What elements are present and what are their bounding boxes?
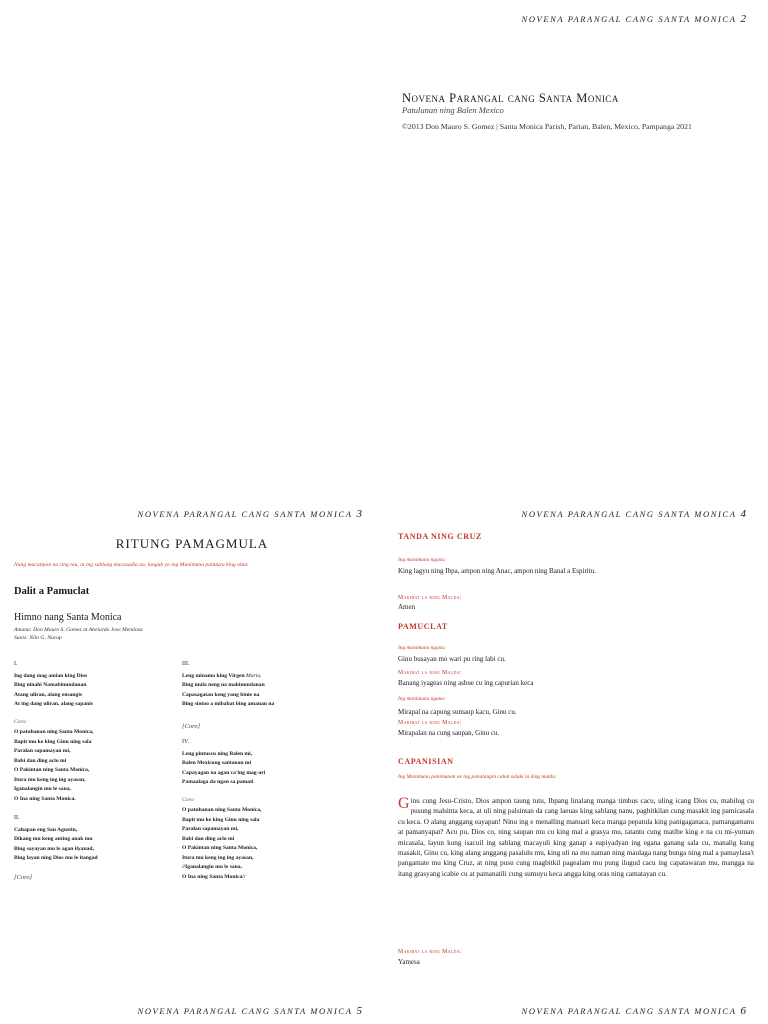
running-head-text: NOVENA PARANGAL CANG SANTA MONICA [521, 509, 737, 519]
coro-line: Paralan sapamayan mi, [182, 826, 239, 832]
verse-line: Cahapan eng San Agustin, [14, 826, 78, 833]
capanisian-prayer [398, 796, 754, 879]
coro-label: Coro: [14, 718, 28, 725]
rubric-note: Nung macatipon na ring tau, at ing sablang macasadia na, lungub ya ing Manimuna paintura king altar. [14, 562, 249, 568]
rubric-makibat: Makibat la ring Malda: [398, 670, 462, 676]
verse-line [182, 672, 350, 682]
running-head [522, 13, 746, 25]
section-heading-cruz: TANDA NING CRUZ [398, 532, 482, 541]
verse-number: I. [14, 661, 18, 667]
response-line: Banang iyageas ning asbue cu ing capurian keca [398, 679, 534, 687]
coro-line: Ilapit mu ke king Ginu ning sala [182, 816, 260, 823]
coro-label: Coro: [182, 796, 196, 803]
hymn-column-left [14, 660, 182, 882]
running-head-text: NOVENA PARANGAL CANG SANTA MONICA [137, 1006, 353, 1016]
coro-line: Itura mu keng ing ing ayasan, [14, 776, 86, 783]
hymn-title: Himno nang Santa Monica [14, 612, 122, 623]
verse-number: III. [182, 661, 190, 667]
coro-line: O Ina ning Santa Monica// [182, 873, 246, 880]
coro-line: Paralan sapamayan mi, [14, 748, 71, 754]
coro-line: Iganalangin mu le sana, [14, 786, 71, 792]
rubric-makibat: Makibat la ring Malda: [398, 949, 462, 955]
page-number: 4 [740, 508, 746, 520]
verse-line: Balen Mexicong santanan mi [182, 760, 252, 766]
drop-cap: G [398, 795, 410, 812]
rubric-makibat: Makibat la ring Malda: [398, 720, 462, 726]
footer-running-head [138, 1005, 362, 1017]
prayer-line: King lagyu ning Ibpa, ampon ning Anac, ampon ning Banal a Espiritu. [398, 567, 596, 575]
rubric-manimuna: Ing manimuna ngana: [398, 645, 446, 651]
verse-line: At ing dang uliran, alang sapanis [14, 701, 93, 707]
page-number: 3 [356, 508, 362, 520]
verse-line: Bing ninahi Namabinundanan [14, 682, 87, 688]
rubric-manimuna: Ing manimuna ngana: [398, 696, 446, 702]
coro-line: //Iganalangin mu le sana, [182, 864, 242, 870]
coro-line: Itura mu keng ing ing ayasan, [182, 854, 254, 861]
credit-line: Sunis: Nilo G. Nucup [14, 635, 62, 641]
coro-line: Babi dan ding aclo mi [14, 757, 67, 764]
footer-running-head [522, 1005, 746, 1017]
verse-line: Atang uliran, alang ensangis [14, 691, 83, 698]
running-head-text: NOVENA PARANGAL CANG SANTA MONICA [521, 14, 737, 24]
response-line: Mirapalan na cung saupan, Ginu cu. [398, 729, 500, 737]
coro-reference: [Coro] [182, 722, 201, 730]
verse-line: Bing mula neng na mabinundanan [182, 682, 265, 688]
verse-line: Pamaalaga da ngan sa pamati [182, 779, 254, 785]
running-head [522, 508, 746, 520]
section-heading-capanisian: CAPANISIAN [398, 757, 454, 766]
verse-line: Bing layan ning Dios mu le itangad [14, 855, 98, 861]
verse-line: Bing sayayan mu le agan ilyanad, [14, 845, 94, 852]
page-number: 2 [740, 13, 746, 25]
credit-line: Amanu: Don Mauro S. Gomez at Abelardo Jose Mendoza [14, 627, 143, 633]
running-head-text: NOVENA PARANGAL CANG SANTA MONICA [137, 509, 353, 519]
running-head-text: NOVENA PARANGAL CANG SANTA MONICA [521, 1006, 737, 1016]
prayer-text: inu cung Jesu-Cristo, Dios ampon taung tutu, Ibpang linalang manga timbus cacu, uling icang Dios cu, mabilug cu pusung malsinta keca, at uli ning palsintan da cang laeuas king sablang nanu, pagbitkilan cung masakit ing pamicasala cu keca. O alang anggang eayapan! Ninu ing e menalling manuari keca manga pepatula king panigaganaca, pamangamanu at pamanyapat? Acu pu, Dios co, ning saupan mu cu king mal a grasya mu, tatantu cung matibe king e na cu mi-yuman micasala, layun kung isacuil ing sablang macayuli king ganap a eapiyadyan ing egana ganang sala cu, manalig kung masakit, Ginu cu, king alang anggang pasalulu mu, king uli na mu naman ning maulaga nang bunga ning mal a pamaylasa't pangamate mu king Cruz, at ning pusu cung magbitkil pagealam mu pung ilugud cacu ing capatawaran mu, mangga na itang grasyang icabie cu at pamanatili cung sumuyu keca angga king oras ning camatayan cu. [398, 797, 754, 878]
verse-line: Capayagan na agan ca'ing mag-ari [182, 769, 266, 776]
page-4 [384, 500, 768, 1024]
prayer-line: Mirapal na capung sumaup kacu, Ginu cu. [398, 708, 517, 716]
page-number: 6 [740, 1005, 746, 1017]
running-head [138, 508, 362, 520]
hymn-credits [14, 626, 143, 642]
coro-line: Babi dan ding aclo mi [182, 835, 235, 842]
copyright-line: ©2013 Don Mauro S. Gomez | Santa Monica Parish, Parian, Balen, Mexico, Pampanga 2021 [402, 122, 692, 131]
coro-reference: [Coro] [14, 873, 33, 881]
verse-line-emphasis: Maria, [246, 672, 262, 679]
verse-number: II. [14, 815, 20, 821]
response-line: Yamesa [398, 958, 420, 966]
coro-line: O patuhanan ning Santa Monica, [14, 729, 94, 735]
verse-number: IV. [182, 739, 190, 745]
page-3 [0, 500, 384, 1024]
dalit-heading: Dalit a Pamuclat [14, 586, 90, 597]
verse-line: Bing sintoo a mibabat bing amanan na [182, 701, 275, 707]
rubric-capanisian: Ing Manimuna panimunan ne ing panalangin cabat saluki la ding malda: [398, 774, 557, 780]
page-2 [0, 0, 768, 500]
verse-line-text: Leng minamo king Virgen [182, 672, 245, 679]
rubric-manimuna: Ing manimuna ngana: [398, 557, 446, 563]
verse-line: Leng pintuscu ning Balen mi, [182, 750, 253, 757]
page-number: 5 [356, 1005, 362, 1017]
hymn-column-right [182, 660, 350, 882]
verse-line: Capasagatan keng yang binie na [182, 691, 260, 698]
coro-line: Ilapit mu ke king Ginu ning sala [14, 738, 92, 745]
verse-line: Dikang mu keng anting anak mu [14, 836, 93, 842]
coro-line: O patuhanan ning Santa Monica, [182, 807, 262, 813]
section-title: RITUNG PAMAGMULA [115, 536, 269, 551]
prayer-line: Ginu busayan mo wari pu ring labi cu. [398, 655, 506, 663]
book-subtitle: Patulunan ning Balen Mexico [402, 105, 504, 115]
book-title: Novena Parangal cang Santa Monica [402, 91, 619, 105]
section-heading-pamuclat: PAMUCLAT [398, 622, 448, 631]
rubric-makibat: Makibat la ring Malda: [398, 595, 462, 601]
coro-line: O Pakintan ning Santa Monica, [14, 767, 90, 773]
response-line: Amen [398, 603, 416, 611]
coro-line: O Ina ning Santa Monica. [14, 795, 76, 802]
coro-line: O Pakintan ning Santa Monica, [182, 845, 258, 851]
verse-line: Ing dang mag amian king Dios [14, 672, 88, 679]
